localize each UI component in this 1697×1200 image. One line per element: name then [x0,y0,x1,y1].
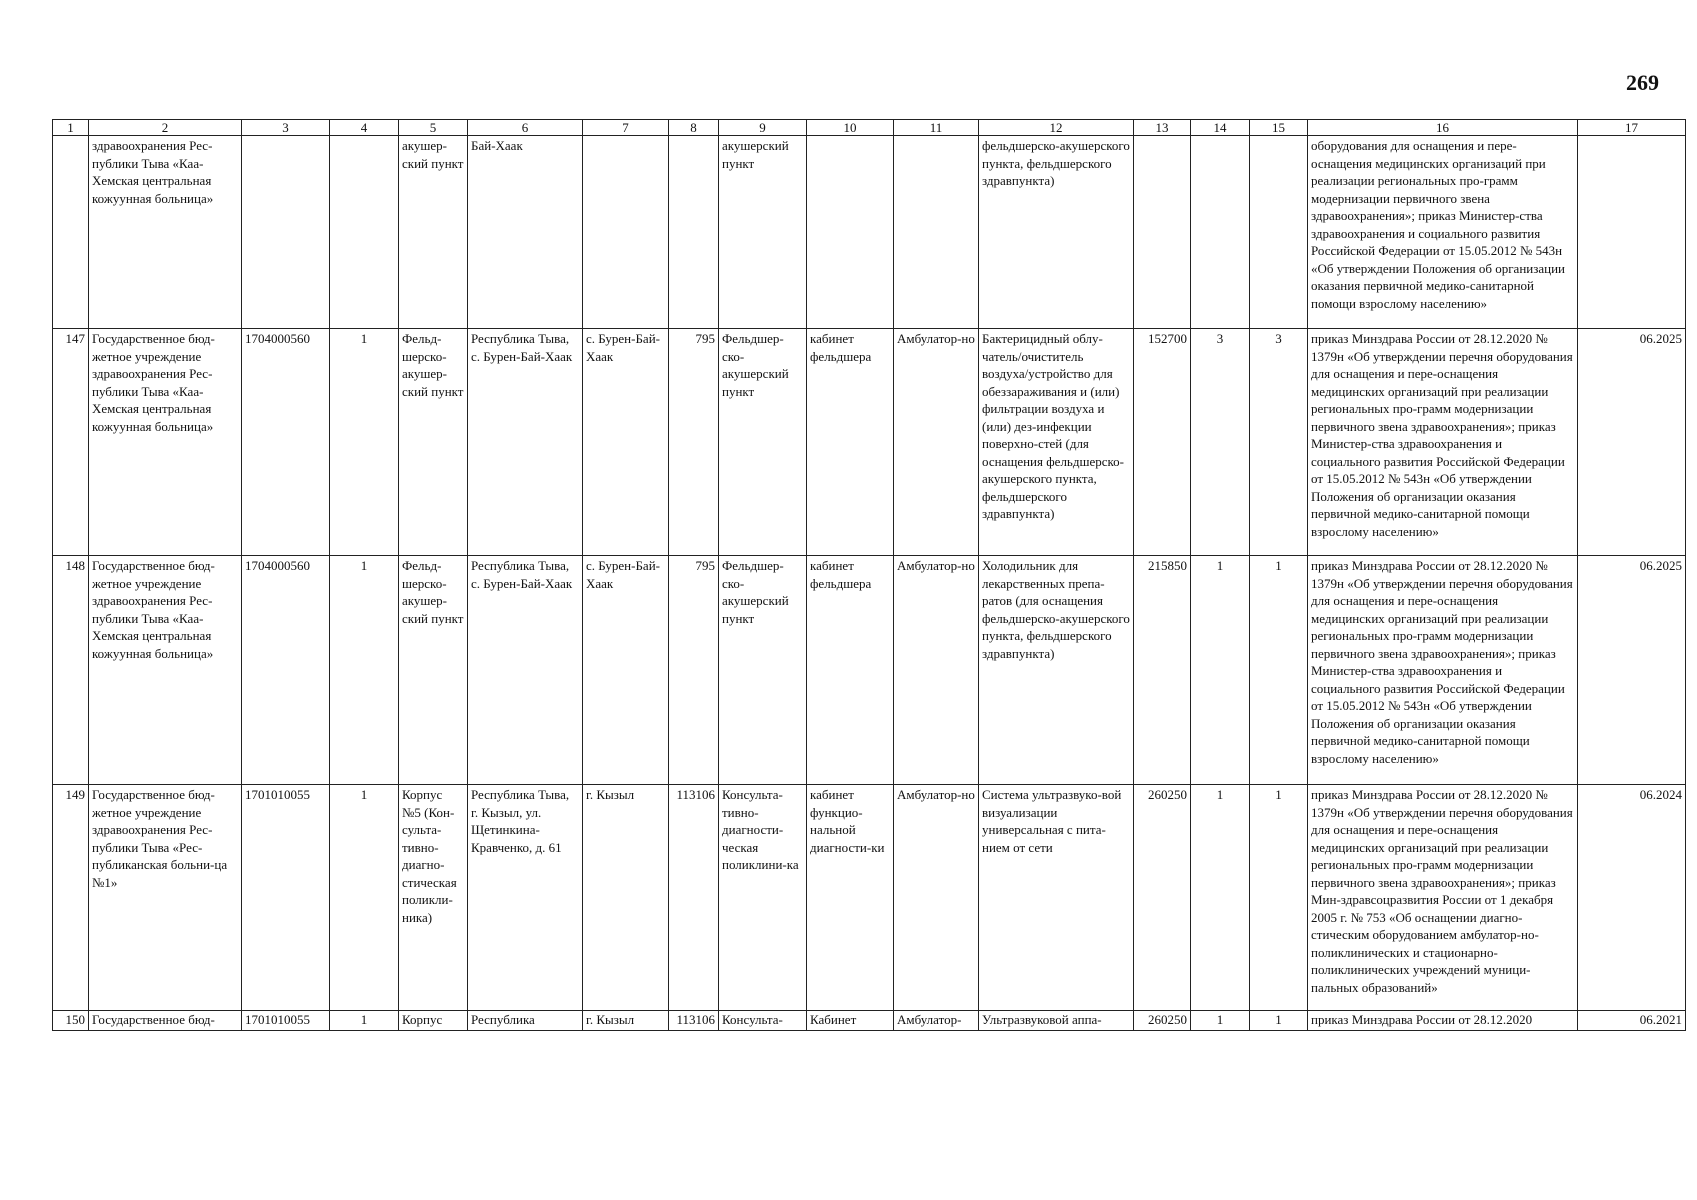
room [807,136,894,329]
inn-code: 1704000560 [242,329,330,556]
quantity-required: 1 [1191,556,1250,785]
building-count: 1 [330,329,399,556]
building-name: Фельд-шерско-акушер-ский пункт [399,329,468,556]
price: 215850 [1134,556,1191,785]
table-row [53,329,1686,556]
column-number: 7 [583,120,669,136]
row-number: 149 [53,785,89,1011]
column-number: 12 [979,120,1134,136]
column-number-row [53,120,1686,136]
building-count [330,136,399,329]
room: Кабинет [807,1011,894,1031]
column-number: 9 [719,120,807,136]
settlement: г. Кызыл [583,1011,669,1031]
institution-name: Государственное бюд- [89,1011,242,1031]
building-count: 1 [330,785,399,1011]
delivery-date: 06.2021 [1578,1011,1686,1031]
row-number: 150 [53,1011,89,1031]
price: 260250 [1134,1011,1191,1031]
inn-code [242,136,330,329]
column-number: 15 [1250,120,1308,136]
building-name: Корпус [399,1011,468,1031]
legal-basis: приказ Минздрава России от 28.12.2020 № 1379н «Об утверждении перечня оборудования для оснащения и пере-оснащения медицинских организаций при реализации региональных про-грамм модернизации первичного звена здравоохранения»; приказ Министер-ства здравоохранения и социального развития Российской Федерации от 15.05.2012 № 543н «Об утверждении Положения об организации оказания первичной медико-санитарной помощи взрослому населению» [1308,556,1578,785]
legal-basis: приказ Минздрава России от 28.12.2020 № 1379н «Об утверждении перечня оборудования для оснащения и пере-оснащения медицинских организаций при реализации региональных про-грамм модернизации первичного звена здравоохранения»; приказ Мин-здравсоцразвития России от 1 декабря 2005 г. № 753 «Об оснащении диагно-стическим оборудованием амбулатор-но-поликлинических и стационарно-поликлинических учреждений муници-пальных образований» [1308,785,1578,1011]
equipment-name: фельдшерско-акушерского пункта, фельдшерского здравпункта) [979,136,1134,329]
column-number: 1 [53,120,89,136]
room: кабинет фельдшера [807,556,894,785]
page-number: 269 [1626,70,1659,95]
row-number: 148 [53,556,89,785]
institution-name: здравоохранения Рес-публики Тыва «Каа-Хемская центральная кожуунная больница» [89,136,242,329]
quantity-required: 3 [1191,329,1250,556]
care-condition: Амбулатор-но [894,556,979,785]
building-name: акушер-ский пункт [399,136,468,329]
legal-basis: приказ Минздрава России от 28.12.2020 № 1379н «Об утверждении перечня оборудования для оснащения и пере-оснащения медицинских организаций при реализации региональных про-грамм модернизации первичного звена здравоохранения»; приказ Министер-ства здравоохранения и социального развития Российской Федерации от 15.05.2012 № 543н «Об утверждении Положения об организации оказания первичной медико-санитарной помощи взрослому населению» [1308,329,1578,556]
population [669,136,719,329]
column-number: 2 [89,120,242,136]
column-number: 17 [1578,120,1686,136]
subdivision: Консульта- [719,1011,807,1031]
quantity-required: 1 [1191,1011,1250,1031]
equipment-name: Ультразвуковой аппа- [979,1011,1134,1031]
building-name: Корпус №5 (Кон-сульта-тивно-диагно-стическая поликли-ника) [399,785,468,1011]
legal-basis: оборудования для оснащения и пере-оснащения медицинских организаций при реализации региональных про-грамм модернизации первичного звена здравоохранения»; приказ Министер-ства здравоохранения и социального развития Российской Федерации от 15.05.2012 № 543н «Об утверждении Положения об организации оказания первичной медико-санитарной помощи взрослому населению» [1308,136,1578,329]
institution-name: Государственное бюд-жетное учреждение здравоохранения Рес-публики Тыва «Каа-Хемская центральная кожуунная больница» [89,329,242,556]
column-number: 11 [894,120,979,136]
quantity-planned: 1 [1250,556,1308,785]
subdivision: Консульта-тивно-диагности-ческая поликлини-ка [719,785,807,1011]
column-number: 16 [1308,120,1578,136]
room: кабинет фельдшера [807,329,894,556]
column-number: 4 [330,120,399,136]
settlement: с. Бурен-Бай-Хаак [583,556,669,785]
table-row [53,136,1686,329]
care-condition: Амбулатор- [894,1011,979,1031]
table-row [53,785,1686,1011]
equipment-name: Система ультразвуко-вой визуализации универсальная с пита-нием от сети [979,785,1134,1011]
price: 152700 [1134,329,1191,556]
quantity-required [1191,136,1250,329]
subdivision: Фельдшер-ско-акушерский пункт [719,556,807,785]
care-condition: Амбулатор-но [894,329,979,556]
room: кабинет функцио-нальной диагности-ки [807,785,894,1011]
delivery-date: 06.2024 [1578,785,1686,1011]
quantity-planned: 1 [1250,785,1308,1011]
population: 113106 [669,785,719,1011]
address: Республика Тыва, с. Бурен-Бай-Хаак [468,556,583,785]
building-count: 1 [330,1011,399,1031]
delivery-date: 06.2025 [1578,556,1686,785]
price: 260250 [1134,785,1191,1011]
institution-name: Государственное бюд-жетное учреждение здравоохранения Рес-публики Тыва «Рес-публиканская больни-ца №1» [89,785,242,1011]
care-condition [894,136,979,329]
row-number [53,136,89,329]
population: 113106 [669,1011,719,1031]
column-number: 6 [468,120,583,136]
building-name: Фельд-шерско-акушер-ский пункт [399,556,468,785]
column-number: 8 [669,120,719,136]
table-row [53,1011,1686,1031]
address: Республика [468,1011,583,1031]
population: 795 [669,329,719,556]
quantity-required: 1 [1191,785,1250,1011]
quantity-planned: 1 [1250,1011,1308,1031]
inn-code: 1704000560 [242,556,330,785]
subdivision: Фельдшер-ско-акушерский пункт [719,329,807,556]
inn-code: 1701010055 [242,785,330,1011]
legal-basis: приказ Минздрава России от 28.12.2020 [1308,1011,1578,1031]
address: Республика Тыва, с. Бурен-Бай-Хаак [468,329,583,556]
population: 795 [669,556,719,785]
quantity-planned: 3 [1250,329,1308,556]
price [1134,136,1191,329]
equipment-name: Холодильник для лекарственных препа-ратов (для оснащения фельдшерско-акушерского пункта, фельдшерского здравпункта) [979,556,1134,785]
address: Бай-Хаак [468,136,583,329]
column-number: 10 [807,120,894,136]
column-number: 13 [1134,120,1191,136]
settlement: с. Бурен-Бай-Хаак [583,329,669,556]
row-number: 147 [53,329,89,556]
subdivision: акушерский пункт [719,136,807,329]
institution-name: Государственное бюд-жетное учреждение здравоохранения Рес-публики Тыва «Каа-Хемская центральная кожуунная больница» [89,556,242,785]
equipment-name: Бактерицидный облу-чатель/очиститель воздуха/устройство для обеззараживания и (или) фильтрации воздуха и (или) дез-инфекции поверхно-стей (для оснащения фельдшерско-акушерского пункта, фельдшерского здравпункта) [979,329,1134,556]
settlement: г. Кызыл [583,785,669,1011]
address: Республика Тыва, г. Кызыл, ул. Щетинкина-Кравченко, д. 61 [468,785,583,1011]
column-number: 5 [399,120,468,136]
column-number: 14 [1191,120,1250,136]
equipment-table [52,119,1686,1031]
table-row [53,556,1686,785]
quantity-planned [1250,136,1308,329]
building-count: 1 [330,556,399,785]
delivery-date: 06.2025 [1578,329,1686,556]
care-condition: Амбулатор-но [894,785,979,1011]
delivery-date [1578,136,1686,329]
inn-code: 1701010055 [242,1011,330,1031]
settlement [583,136,669,329]
column-number: 3 [242,120,330,136]
